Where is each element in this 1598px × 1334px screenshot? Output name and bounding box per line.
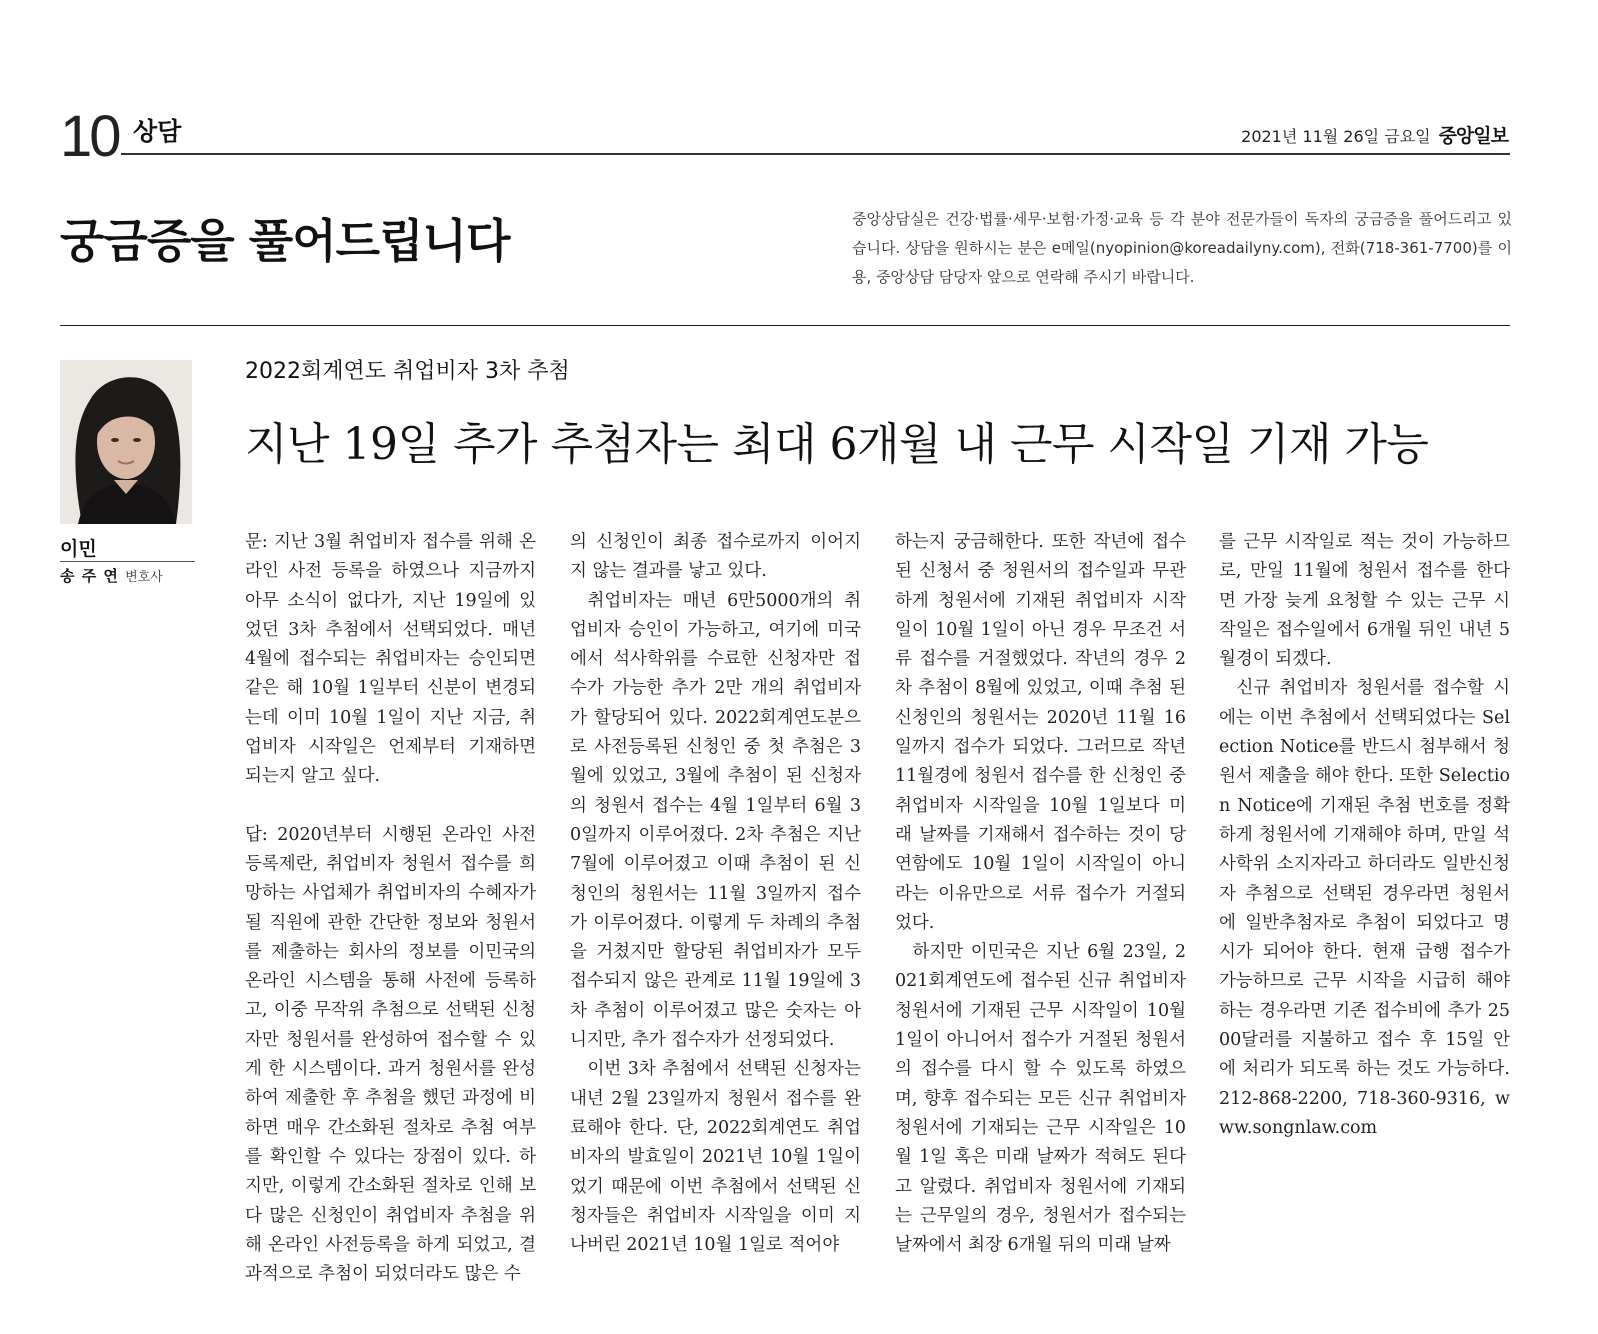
article-column-3 [895,528,1186,1288]
article-column-2 [570,528,861,1288]
answer-paragraph-2: 취업비자는 매년 6만5000개의 취업비자 승인이 가능하고, 여기에 미국에서 석사학위를 수료한 신청자만 접수가 가능한 추가 2만 개의 취업비자가 할당되어 있다. 2022회계연도분으로 사전등록된 신청인 중 첫 추첨은 3월에 있었고, 3월에 추첨이 된 신청자의 청원서 접수는 4월 1일부터 6월 30일까지 이루어졌다. 2차 추첨은 지난 7월에 이루어졌고 이때 추첨이 된 신청인의 청원서는 11월 3일까지 접수가 이루어졌다. 이렇게 두 차례의 추첨을 거쳤지만 할당된 취업비자가 모두 접수되지 않은 관계로 11월 19일에 3차 추첨이 이루어졌고 많은 숫자는 아니지만, 추가 접수자가 선정되었다. [570,590,861,1051]
answer-paragraph-3: 이번 3차 추첨에서 선택된 신청자는 내년 2월 23일까지 청원서 접수를 완료해야 한다. 단, 2022회계연도 취업비자의 발효일이 2021년 10월 1일이었기 때문에 이번 추첨에서 선택된 신청자들은 취업비자 시작일을 이미 지나버린 2021년 10월 1일로 적어야 [570,1059,861,1256]
answer-paragraph-1-cont: 의 신청인이 최종 접수로까지 이어지지 않는 결과를 낳고 있다. [570,532,861,582]
article-headline: 지난 19일 추가 추첨자는 최대 6개월 내 근무 시작일 기재 가능 [245,419,1429,470]
answer-paragraph-4: 하지만 이민국은 지난 6월 23일, 2021회계연도에 접수된 신규 취업비자 청원서에 기재된 근무 시작일이 10월 1일이 아니어서 접수가 거절된 청원서의 접수를 다시 할 수 있도록 하였으며, 향후 접수되는 모든 신규 취업비자 청원서에 기재되는 근무 시작일은 10월 1일 혹은 미래 날짜가 적혀도 된다고 알렸다. 취업비자 청원서에 기재되는 근무일의 경우, 청원서가 접수되는 날짜에서 최장 6개월 뒤의 미래 날짜 [895,942,1186,1256]
section-divider [60,325,1510,326]
answer-paragraph-5: 신규 취업비자 청원서를 접수할 시에는 이번 추첨에서 선택되었다는 Selection Notice를 반드시 첨부해서 청원서 제출을 해야 한다. 또한 Selection Notice에 기재된 추첨 번호를 정확하게 청원서에 기재해야 하며, 만일 석사학위 소지자라고 하더라도 일반신청자 추첨으로 선택된 경우라면 청원서에 일반추첨자로 추첨이 되었다고 명시가 되어야 한다. 현재 급행 접수가 가능하므로 근무 시작을 시급히 해야하는 경우라면 기존 접수비에 추가 2500달러를 지불하고 접수 후 15일 안에 처리가 되도록 하는 것도 가능하다. 212-868-2200, 718-360-9316, www.songnlaw.com [1219,678,1510,1138]
article-kicker: 2022회계연도 취업비자 3차 추첨 [245,359,570,384]
question-paragraph: 문: 지난 3월 취업비자 접수를 위해 온라인 사전 등록을 하였으나 지금까지 아무 소식이 없다가, 지난 19일에 있었던 3차 추첨에서 선택되었다. 매년 4월에 접수되는 취업비자는 승인되면 같은 해 10월 1일부터 신분이 변경되는데 이미 10월 1일이 지난 지금, 취업비자 시작일은 언제부터 기재하면 되는지 알고 싶다. [245,532,536,787]
article-column-1 [245,528,536,1288]
section-name: 상담 [133,117,182,146]
column-intro: 중앙상담실은 건강·법률·세무·보험·가정·교육 등 각 분야 전문가들이 독자의 궁금증을 풀어드리고 있습니다. 상담을 원하시는 분은 e메일(nyopinion@koreadailyny.com), 전화(718-361-7700)를 이용, 중앙상담 담당자 앞으로 연락해 주시기 바랍니다. [852,210,1512,286]
column-title: 궁금증을 풀어드립니다 [60,214,510,268]
author-photo [60,360,192,524]
answer-paragraph-4-cont: 를 근무 시작일로 적는 것이 가능하므로, 만일 11월에 청원서 접수를 한다면 가장 늦게 요청할 수 있는 근무 시작일은 접수일에서 6개월 뒤인 내년 5월경이 되겠다. [1219,532,1510,670]
byline-rule [60,561,195,562]
author-portrait-image [60,360,192,524]
masthead-rule [121,153,1510,155]
newspaper-logo: 중앙일보 [1438,125,1508,147]
byline-category: 이민 [60,538,97,560]
article-column-4 [1219,528,1510,1288]
answer-paragraph-3-cont: 하는지 궁금해한다. 또한 작년에 접수된 신청서 중 청원서의 접수일과 무관하게 청원서에 기재된 취업비자 시작일이 10월 1일이 아닌 경우 무조건 서류 접수를 거절했었다. 작년의 경우 2차 추첨이 8월에 있었고, 이때 추첨 된 신청인의 청원서는 2020년 11월 16일까지 접수가 되었다. 그러므로 작년 11월경에 청원서 접수를 한 신청인 중 취업비자 시작일을 10월 1일보다 미래 날짜를 기재해서 접수하는 것이 당연함에도 10월 1일이 시작일이 아니라는 이유만으로 서류 접수가 거절되었다. [895,532,1186,933]
publication-date: 2021년 11월 26일 금요일 [1241,127,1431,146]
masthead-right [1241,121,1508,148]
answer-paragraph-1: 답: 2020년부터 시행된 온라인 사전등록제란, 취업비자 청원서 접수를 희망하는 사업체가 취업비자의 수혜자가 될 직원에 관한 간단한 정보와 청원서를 제출하는 회사의 정보를 이민국의 온라인 시스템을 통해 사전에 등록하고, 이중 무작위 추첨으로 선택된 신청자만 청원서를 완성하여 접수할 수 있게 한 시스템이다. 과거 청원서를 완성하여 제출한 후 추첨을 했던 과정에 비하면 매우 간소화된 절차로 추첨 여부를 확인할 수 있다는 장점이 있다. 하지만, 이렇게 간소화된 절차로 인해 보다 많은 신청인이 취업비자 추첨을 위해 온라인 사전등록을 하게 되었고, 결과적으로 추첨이 되었더라도 많은 수 [245,824,536,1285]
author-name: 송 주 연 [60,567,119,585]
author-role: 변호사 [125,570,163,585]
byline-author [60,565,163,586]
page-number: 10 [60,104,119,169]
